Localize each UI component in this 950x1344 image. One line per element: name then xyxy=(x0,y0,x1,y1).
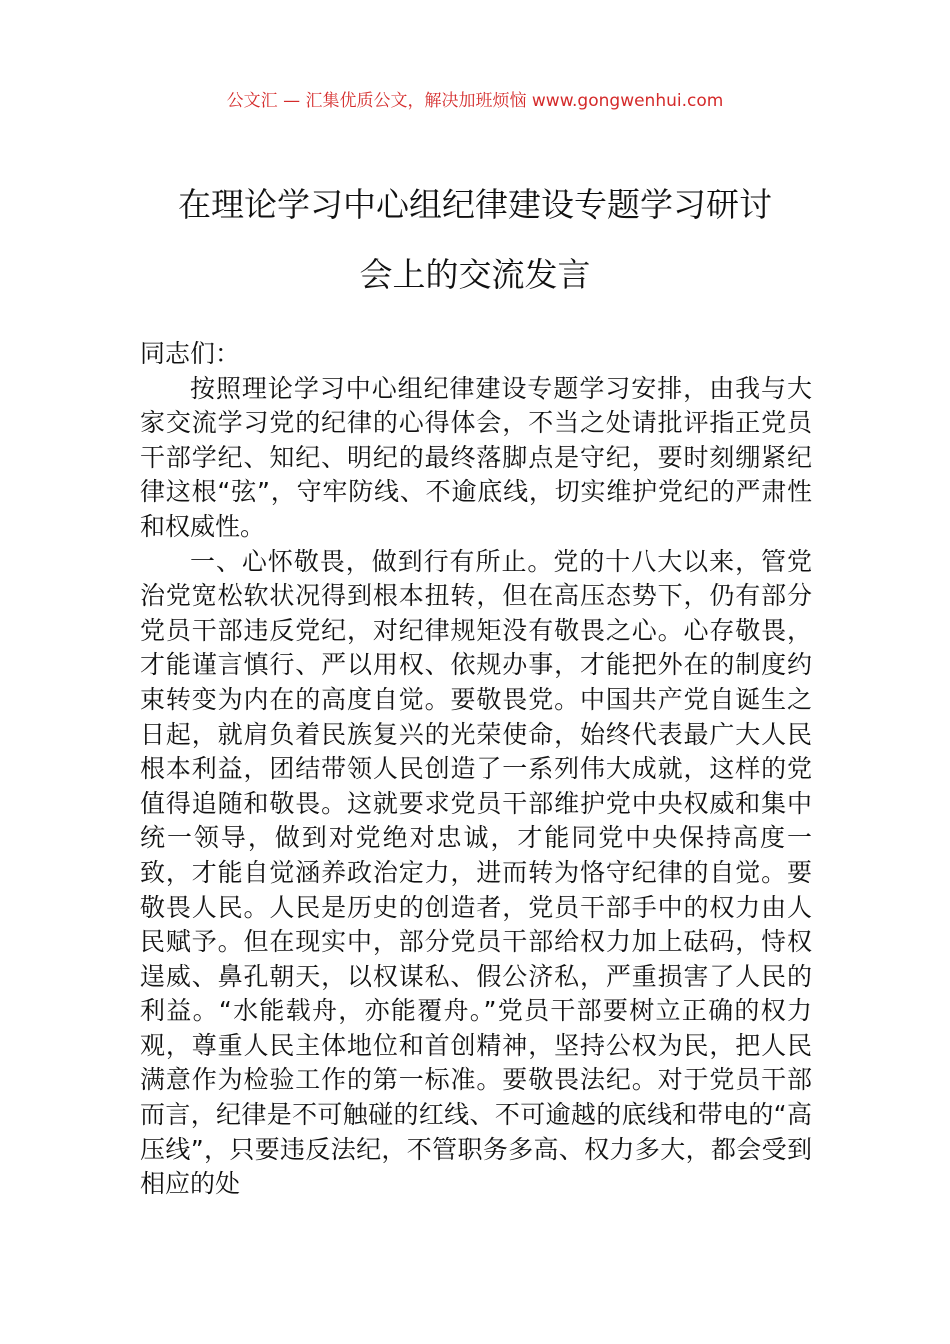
paragraph-intro: 按照理论学习中心组纪律建设专题学习安排，由我与大家交流学习党的纪律的心得体会，不当之处请批评指正党员干部学纪、知纪、明纪的最终落脚点是守纪，要时刻绷紧纪律这根“弦”，守牢防线、不逾底线，切实维护党纪的严肃性和权威性。 xyxy=(140,373,812,541)
document-title xyxy=(120,170,830,310)
paragraph-section-one: 一、心怀敬畏，做到行有所止。党的十八大以来，管党治党宽松软状况得到根本扭转，但在高压态势下，仍有部分党员干部违反党纪，对纪律规矩没有敬畏之心。心存敬畏，才能谨言慎行、严以用权、依规办事，才能把外在的制度约束转变为内在的高度自觉。要敬畏党。中国共产党自诞生之日起，就肩负着民族复兴的光荣使命，始终代表最广大人民根本利益，团结带领人民创造了一系列伟大成就，这样的党值得追随和敬畏。这就要求党员干部维护党中央权威和集中统一领导，做到对党绝对忠诚，才能同党中央保持高度一致，才能自觉涵养政治定力，进而转为恪守纪律的自觉。要敬畏人民。人民是历史的创造者，党员干部手中的权力由人民赋予。但在现实中，部分党员干部给权力加上砝码，恃权逞威、鼻孔朝天，以权谋私、假公济私，严重损害了人民的利益。“水能载舟，亦能覆舟。”党员干部要树立正确的权力观，尊重人民主体地位和首创精神，坚持公权为民，把人民满意作为检验工作的第一标准。要敬畏法纪。对于党员干部而言，纪律是不可触碰的红线、不可逾越的底线和带电的“高压线”，只要违反法纪，不管职务多高、权力多大，都会受到相应的处 xyxy=(140,546,812,1199)
watermark-header: 公文汇 — 汇集优质公文，解决加班烦恼 www.gongwenhui.com xyxy=(226,91,724,111)
salutation: 同志们： xyxy=(140,339,241,368)
title-line-2: 会上的交流发言 xyxy=(359,255,591,294)
document-body xyxy=(140,337,812,1202)
title-line-1: 在理论学习中心组纪律建设专题学习研讨 xyxy=(178,185,772,224)
